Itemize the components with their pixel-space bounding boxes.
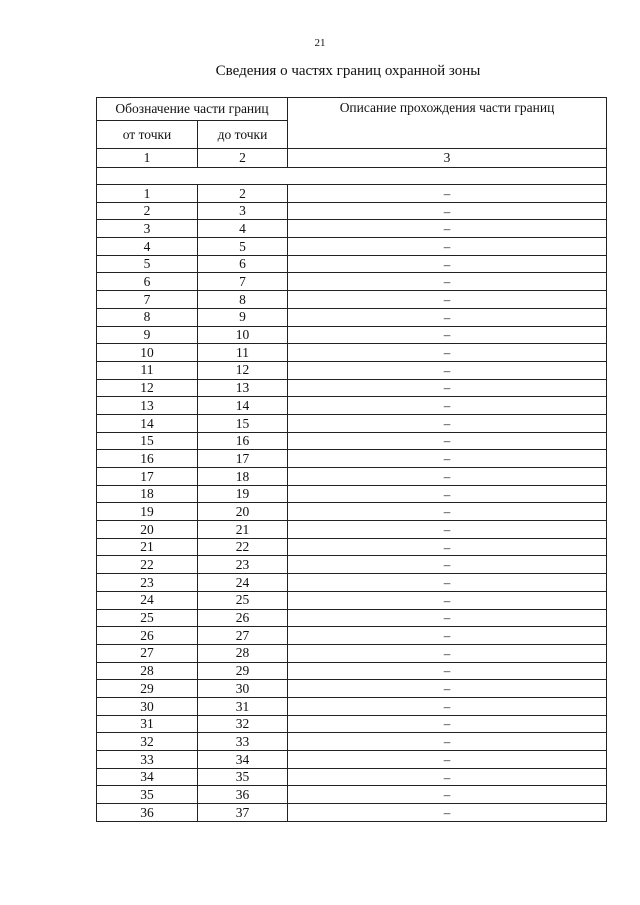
description-cell: – [288,185,607,203]
table-row [97,715,607,733]
table-row [97,255,607,273]
to-point-cell: 35 [198,768,288,786]
to-point-cell: 30 [198,680,288,698]
to-point-cell: 25 [198,591,288,609]
description-cell: – [288,326,607,344]
to-point-cell: 4 [198,220,288,238]
table-row [97,627,607,645]
column-number-3: 3 [288,149,607,168]
from-point-cell: 18 [97,485,198,503]
description-cell: – [288,574,607,592]
from-point-cell: 10 [97,344,198,362]
description-cell: – [288,202,607,220]
header-row-1 [97,98,607,121]
table-row [97,185,607,203]
to-point-cell: 36 [198,786,288,804]
to-point-cell: 10 [198,326,288,344]
from-point-cell: 22 [97,556,198,574]
table-row [97,574,607,592]
description-cell: – [288,308,607,326]
table-row [97,468,607,486]
table-row [97,804,607,822]
to-point-cell: 31 [198,697,288,715]
table-row [97,521,607,539]
description-cell: – [288,344,607,362]
table-row [97,238,607,256]
to-point-cell: 2 [198,185,288,203]
table-row [97,662,607,680]
to-point-cell: 18 [198,468,288,486]
from-point-cell: 17 [97,468,198,486]
from-point-cell: 6 [97,273,198,291]
from-point-cell: 31 [97,715,198,733]
table-row [97,220,607,238]
to-point-cell: 3 [198,202,288,220]
description-cell: – [288,238,607,256]
from-point-cell: 24 [97,591,198,609]
column-number-2: 2 [198,149,288,168]
table-row [97,591,607,609]
table-row [97,768,607,786]
to-point-cell: 9 [198,308,288,326]
to-point-cell: 16 [198,432,288,450]
description-cell: – [288,768,607,786]
to-point-cell: 20 [198,503,288,521]
page-number: 21 [314,37,326,49]
table-row [97,697,607,715]
description-cell: – [288,468,607,486]
document-title: Сведения о частях границ охранной зоны [215,63,481,79]
table-row [97,291,607,309]
to-point-cell: 27 [198,627,288,645]
description-cell: – [288,291,607,309]
to-point-cell: 7 [198,273,288,291]
to-point-cell: 24 [198,574,288,592]
to-point-cell: 5 [198,238,288,256]
to-point-cell: 21 [198,521,288,539]
from-point-cell: 3 [97,220,198,238]
to-point-cell: 29 [198,662,288,680]
to-point-cell: 26 [198,609,288,627]
from-point-cell: 32 [97,733,198,751]
description-cell: – [288,680,607,698]
description-cell: – [288,361,607,379]
spacer-row [97,168,607,185]
table-row [97,450,607,468]
description-cell: – [288,662,607,680]
table-row [97,308,607,326]
from-point-cell: 25 [97,609,198,627]
from-point-cell: 19 [97,503,198,521]
description-cell: – [288,521,607,539]
table-row [97,680,607,698]
from-point-cell: 16 [97,450,198,468]
table-row [97,644,607,662]
description-cell: – [288,751,607,769]
to-point-cell: 37 [198,804,288,822]
table-row [97,609,607,627]
to-point-cell: 28 [198,644,288,662]
description-cell: – [288,556,607,574]
from-point-cell: 15 [97,432,198,450]
to-point-cell: 15 [198,414,288,432]
from-point-cell: 9 [97,326,198,344]
description-cell: – [288,609,607,627]
from-point-cell: 23 [97,574,198,592]
header-description-label: Описание прохождения части границ [288,98,607,149]
column-number-1: 1 [97,149,198,168]
description-cell: – [288,591,607,609]
table-row [97,326,607,344]
to-point-cell: 13 [198,379,288,397]
to-point-cell: 12 [198,361,288,379]
description-cell: – [288,397,607,415]
table-row [97,414,607,432]
description-cell: – [288,414,607,432]
table-row [97,379,607,397]
from-point-cell: 34 [97,768,198,786]
table-row [97,556,607,574]
from-point-cell: 30 [97,697,198,715]
to-point-cell: 17 [198,450,288,468]
from-point-cell: 36 [97,804,198,822]
boundary-parts-table [96,97,607,822]
to-point-cell: 32 [198,715,288,733]
to-point-cell: 11 [198,344,288,362]
from-point-cell: 14 [97,414,198,432]
description-cell: – [288,715,607,733]
description-cell: – [288,538,607,556]
from-point-cell: 11 [97,361,198,379]
from-point-cell: 29 [97,680,198,698]
header-to-label: до точки [198,121,288,149]
to-point-cell: 14 [198,397,288,415]
from-point-cell: 26 [97,627,198,645]
from-point-cell: 20 [97,521,198,539]
from-point-cell: 5 [97,255,198,273]
description-cell: – [288,786,607,804]
table-row [97,361,607,379]
table-row [97,503,607,521]
header-from-label: от точки [97,121,198,149]
description-cell: – [288,503,607,521]
to-point-cell: 19 [198,485,288,503]
table-row [97,432,607,450]
description-cell: – [288,255,607,273]
description-cell: – [288,273,607,291]
table-row [97,202,607,220]
from-point-cell: 35 [97,786,198,804]
description-cell: – [288,220,607,238]
from-point-cell: 21 [97,538,198,556]
description-cell: – [288,733,607,751]
description-cell: – [288,644,607,662]
table-row [97,273,607,291]
from-point-cell: 4 [97,238,198,256]
description-cell: – [288,697,607,715]
to-point-cell: 33 [198,733,288,751]
spacer-cell [97,168,607,185]
description-cell: – [288,450,607,468]
description-cell: – [288,804,607,822]
from-point-cell: 33 [97,751,198,769]
to-point-cell: 8 [198,291,288,309]
from-point-cell: 7 [97,291,198,309]
header-group-label: Обозначение части границ [97,98,288,121]
table-row [97,344,607,362]
from-point-cell: 13 [97,397,198,415]
description-cell: – [288,485,607,503]
table-row [97,751,607,769]
from-point-cell: 12 [97,379,198,397]
from-point-cell: 2 [97,202,198,220]
from-point-cell: 8 [97,308,198,326]
table-row [97,538,607,556]
to-point-cell: 22 [198,538,288,556]
to-point-cell: 23 [198,556,288,574]
description-cell: – [288,432,607,450]
table-body [97,185,607,822]
table-row [97,733,607,751]
column-number-row [97,149,607,168]
table-row [97,786,607,804]
description-cell: – [288,627,607,645]
from-point-cell: 1 [97,185,198,203]
from-point-cell: 27 [97,644,198,662]
to-point-cell: 6 [198,255,288,273]
to-point-cell: 34 [198,751,288,769]
from-point-cell: 28 [97,662,198,680]
table-row [97,485,607,503]
table-row [97,397,607,415]
description-cell: – [288,379,607,397]
